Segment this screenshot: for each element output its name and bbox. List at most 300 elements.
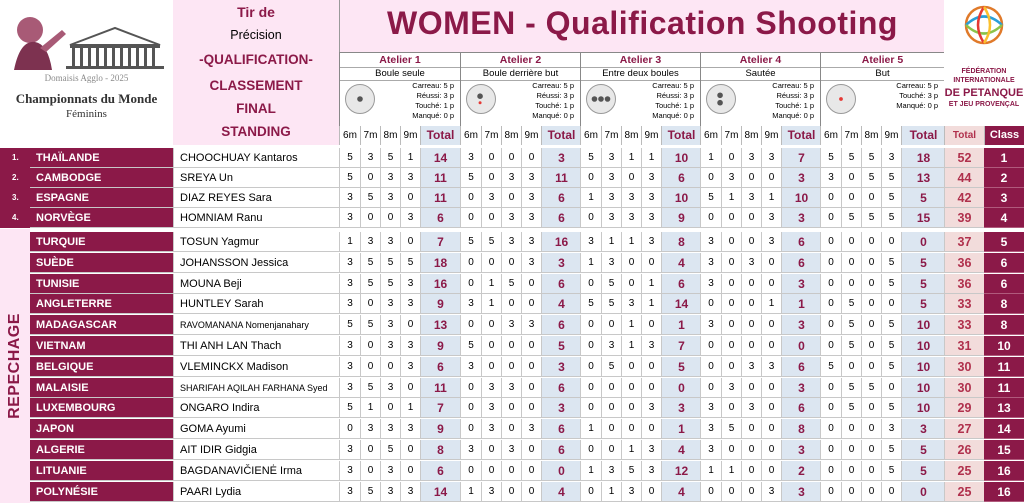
score-cell: 0: [841, 168, 861, 188]
player-name: DIAZ REYES Sara: [173, 188, 339, 208]
player-name: JOHANSSON Jessica: [173, 253, 339, 273]
score-cell: 0: [501, 253, 521, 273]
score-cell: 3: [339, 208, 360, 228]
atelier-total: 6: [541, 315, 581, 335]
column-header-8m: 8m: [741, 126, 761, 145]
atelier-total: 3: [781, 208, 821, 228]
player-name: RAVOMANANA Nomenjanahary: [173, 315, 339, 335]
column-header-7m: 7m: [721, 126, 741, 145]
score-cell: 0: [481, 253, 501, 273]
score-cell: 5: [360, 482, 380, 502]
table-row: [0, 357, 1024, 377]
atelier-total: 11: [541, 168, 581, 188]
table-row: [0, 148, 1024, 168]
score-cell: 3: [380, 378, 400, 398]
grand-total: 33: [944, 294, 984, 314]
score-cell: 0: [741, 378, 761, 398]
score-cell: 1: [580, 188, 601, 208]
score-cell: 3: [380, 482, 400, 502]
class-rank: 8: [984, 294, 1024, 314]
score-cell: 3: [380, 461, 400, 481]
score-cell: 0: [360, 294, 380, 314]
rank-number: 2.: [0, 168, 30, 188]
score-cell: 3: [601, 168, 621, 188]
atelier-total: 10: [901, 336, 945, 356]
score-cell: 3: [339, 294, 360, 314]
score-cell: 3: [339, 253, 360, 273]
score-cell: 0: [601, 419, 621, 439]
score-cell: 0: [721, 208, 741, 228]
scoring-manque: Manqué: 0 p: [652, 111, 694, 120]
event-label-box: [173, 0, 339, 145]
score-cell: 5: [861, 378, 881, 398]
score-cell: 1: [621, 148, 641, 168]
atelier-total: 10: [901, 357, 945, 377]
score-cell: 0: [881, 232, 901, 252]
score-cell: 3: [761, 482, 781, 502]
score-cell: 0: [820, 274, 841, 294]
score-cell: 0: [460, 461, 481, 481]
score-cell: 0: [621, 378, 641, 398]
player-name: HOMNIAM Ranu: [173, 208, 339, 228]
atelier-total: 0: [541, 461, 581, 481]
score-cell: 0: [741, 294, 761, 314]
score-cell: 5: [380, 148, 400, 168]
score-cell: 1: [360, 398, 380, 418]
scoring-carreau: Carreau: 5 p: [532, 81, 574, 90]
score-cell: 3: [400, 336, 420, 356]
player-name: VLEMINCKX Madison: [173, 357, 339, 377]
score-cell: 0: [741, 440, 761, 460]
atelier-total: 3: [661, 398, 701, 418]
atelier-description: Entre deux boules: [581, 67, 700, 81]
score-cell: 3: [400, 482, 420, 502]
score-cell: 0: [601, 315, 621, 335]
score-cell: 3: [339, 461, 360, 481]
atelier-total: 3: [781, 482, 821, 502]
score-cell: 3: [521, 188, 541, 208]
score-cell: 1: [601, 482, 621, 502]
score-cell: 0: [861, 419, 881, 439]
score-cell: 0: [820, 336, 841, 356]
score-cell: 3: [339, 357, 360, 377]
rank-number: 4.: [0, 208, 30, 228]
atelier-total: 9: [661, 208, 701, 228]
championship-logo: [0, 0, 173, 145]
target-diagram-icon: [706, 84, 736, 114]
score-cell: 5: [841, 398, 861, 418]
score-cell: 0: [460, 208, 481, 228]
score-cell: 1: [721, 461, 741, 481]
column-header-9m: 9m: [881, 126, 901, 145]
score-cell: 3: [641, 461, 661, 481]
score-cell: 0: [641, 253, 661, 273]
federation-logo-icon: [944, 0, 1024, 50]
score-cell: 1: [700, 461, 721, 481]
score-cell: 5: [380, 440, 400, 460]
logo-title: Championnats du Monde: [15, 91, 158, 106]
score-cell: 0: [521, 148, 541, 168]
score-cell: 3: [721, 168, 741, 188]
atelier-total: 6: [541, 378, 581, 398]
federation-logo: [944, 0, 1024, 125]
score-cell: 0: [841, 419, 861, 439]
score-cell: 3: [501, 168, 521, 188]
score-cell: 3: [360, 419, 380, 439]
score-cell: 0: [820, 440, 841, 460]
score-cell: 3: [339, 188, 360, 208]
score-cell: 3: [641, 188, 661, 208]
score-cell: 5: [380, 274, 400, 294]
rank-number: 1.: [0, 148, 30, 168]
score-cell: 0: [380, 357, 400, 377]
target-diagram-icon: [345, 84, 375, 114]
country-name: BELGIQUE: [30, 357, 173, 377]
atelier-name: Atelier 1: [340, 53, 460, 68]
score-cell: 0: [721, 357, 741, 377]
score-cell: 3: [621, 208, 641, 228]
table-row: [0, 336, 1024, 356]
target-diagram-icon: [586, 84, 616, 114]
atelier-total: 6: [420, 208, 460, 228]
score-cell: 3: [741, 357, 761, 377]
atelier-total: 6: [781, 253, 821, 273]
score-cell: 5: [841, 148, 861, 168]
target-diagram-icon: [466, 84, 496, 114]
class-rank: 2: [984, 168, 1024, 188]
class-rank: 13: [984, 398, 1024, 418]
atelier-total: 5: [901, 461, 945, 481]
atelier-total: 7: [420, 232, 460, 252]
score-cell: 1: [481, 294, 501, 314]
score-cell: 3: [761, 208, 781, 228]
score-cell: 0: [700, 294, 721, 314]
column-header-6m: 6m: [339, 126, 360, 145]
table-row: [0, 188, 1024, 208]
score-cell: 0: [721, 148, 741, 168]
atelier-total: 11: [420, 168, 460, 188]
country-name: LUXEMBOURG: [30, 398, 173, 418]
class-rank: 10: [984, 336, 1024, 356]
player-name: ONGARO Indira: [173, 398, 339, 418]
column-header-8m: 8m: [380, 126, 400, 145]
atelier-total: 3: [781, 168, 821, 188]
score-cell: 3: [700, 232, 721, 252]
atelier-total: 3: [781, 378, 821, 398]
class-rank: 11: [984, 357, 1024, 377]
scoring-touche: Touché: 1 p: [535, 101, 574, 110]
column-header-7m: 7m: [481, 126, 501, 145]
column-header-6m: 6m: [580, 126, 601, 145]
atelier-total: 11: [420, 188, 460, 208]
score-cell: 3: [339, 378, 360, 398]
player-name: BAGDANAVIČIENĖ Irma: [173, 461, 339, 481]
grand-total: 52: [944, 148, 984, 168]
score-cell: 0: [881, 378, 901, 398]
score-cell: 0: [580, 315, 601, 335]
score-cell: 0: [820, 398, 841, 418]
atelier-total: 3: [781, 440, 821, 460]
score-cell: 0: [861, 294, 881, 314]
country-name: VIETNAM: [30, 336, 173, 356]
country-name: POLYNÉSIE: [30, 482, 173, 502]
score-cell: 0: [460, 315, 481, 335]
atelier-total: 5: [901, 188, 945, 208]
player-name: PAARI Lydia: [173, 482, 339, 502]
atelier-total: 11: [420, 378, 460, 398]
score-cell: 0: [721, 232, 741, 252]
score-cell: 0: [601, 398, 621, 418]
score-cell: 3: [741, 253, 761, 273]
score-cell: 0: [400, 461, 420, 481]
atelier-total: 10: [661, 148, 701, 168]
page-title: WOMEN - Qualification Shooting: [387, 5, 898, 41]
score-cell: 0: [521, 440, 541, 460]
column-header-8m: 8m: [861, 126, 881, 145]
score-cell: 0: [761, 461, 781, 481]
table-row: [0, 232, 1024, 252]
score-cell: 3: [641, 168, 661, 188]
grand-total: 36: [944, 253, 984, 273]
score-cell: 5: [360, 253, 380, 273]
score-cell: 0: [721, 336, 741, 356]
score-cell: 0: [521, 294, 541, 314]
atelier-total: 18: [420, 253, 460, 273]
score-cell: 0: [741, 419, 761, 439]
atelier-total: 0: [901, 232, 945, 252]
score-cell: 0: [741, 482, 761, 502]
score-cell: 0: [481, 336, 501, 356]
score-cell: 3: [521, 315, 541, 335]
score-cell: 5: [601, 274, 621, 294]
score-cell: 3: [481, 419, 501, 439]
atelier-total: 5: [901, 274, 945, 294]
score-cell: 0: [460, 188, 481, 208]
score-cell: 3: [761, 148, 781, 168]
grand-total: 44: [944, 168, 984, 188]
score-cell: 1: [621, 440, 641, 460]
score-cell: 0: [501, 482, 521, 502]
score-cell: 0: [700, 482, 721, 502]
score-cell: 0: [521, 336, 541, 356]
score-cell: 0: [460, 378, 481, 398]
score-cell: 1: [580, 253, 601, 273]
score-cell: 3: [380, 168, 400, 188]
score-cell: 0: [621, 274, 641, 294]
country-name: MADAGASCAR: [30, 315, 173, 335]
score-cell: 0: [721, 398, 741, 418]
column-header-6m: 6m: [820, 126, 841, 145]
score-cell: 5: [841, 315, 861, 335]
player-name: GOMA Ayumi: [173, 419, 339, 439]
score-cell: 0: [861, 315, 881, 335]
score-cell: 1: [621, 315, 641, 335]
event-label-line6: STANDING: [221, 124, 291, 139]
atelier-total: 14: [661, 294, 701, 314]
column-header-9m: 9m: [761, 126, 781, 145]
score-cell: 5: [861, 168, 881, 188]
score-cell: 0: [380, 398, 400, 418]
score-cell: 0: [481, 440, 501, 460]
grand-total: 42: [944, 188, 984, 208]
score-cell: 3: [700, 440, 721, 460]
score-cell: 3: [501, 378, 521, 398]
score-cell: 5: [820, 357, 841, 377]
country-name: ESPAGNE: [30, 188, 173, 208]
atelier-total: 5: [541, 336, 581, 356]
score-cell: 0: [820, 419, 841, 439]
atelier-total: 7: [420, 398, 460, 418]
column-header-7m: 7m: [841, 126, 861, 145]
grand-total: 30: [944, 378, 984, 398]
atelier-total: 6: [420, 461, 460, 481]
atelier-description: Boule derrière but: [461, 67, 580, 81]
atelier-description: Sautée: [701, 67, 820, 81]
column-header-6m: 6m: [460, 126, 481, 145]
score-cell: 5: [501, 274, 521, 294]
score-cell: 0: [580, 482, 601, 502]
atelier-total: 3: [781, 274, 821, 294]
scoring-reussi: Réussi: 3 p: [776, 91, 814, 100]
score-cell: 1: [761, 294, 781, 314]
score-cell: 3: [460, 357, 481, 377]
scoring-carreau: Carreau: 5 p: [412, 81, 454, 90]
atelier-total: 6: [661, 168, 701, 188]
score-cell: 0: [761, 168, 781, 188]
score-cell: 1: [641, 274, 661, 294]
score-cell: 0: [481, 461, 501, 481]
table-row: [0, 274, 1024, 294]
atelier-total: 0: [781, 336, 821, 356]
score-cell: 0: [841, 274, 861, 294]
score-cell: 0: [460, 274, 481, 294]
atelier-total: 5: [661, 357, 701, 377]
event-label-line2: Précision: [230, 28, 282, 42]
player-name: SHARIFAH AQILAH FARHANA Syed: [173, 378, 339, 398]
atelier-total: 6: [781, 398, 821, 418]
atelier-total: 3: [901, 419, 945, 439]
grand-total: 25: [944, 461, 984, 481]
score-cell: 0: [761, 419, 781, 439]
score-cell: 3: [621, 294, 641, 314]
score-cell: 3: [741, 398, 761, 418]
score-cell: 1: [700, 148, 721, 168]
atelier-total: 2: [781, 461, 821, 481]
rank-number: 3.: [0, 188, 30, 208]
score-cell: 5: [339, 398, 360, 418]
atelier-total: 3: [541, 398, 581, 418]
score-cell: 3: [521, 419, 541, 439]
score-cell: 0: [700, 378, 721, 398]
score-cell: 3: [481, 482, 501, 502]
score-cell: 3: [761, 232, 781, 252]
score-cell: 0: [861, 274, 881, 294]
score-cell: 0: [621, 357, 641, 377]
federation-line1: FÉDÉRATION: [961, 68, 1007, 75]
score-cell: 0: [580, 168, 601, 188]
country-name: NORVÈGE: [30, 208, 173, 228]
table-row: [0, 398, 1024, 418]
atelier-total: 13: [420, 315, 460, 335]
table-row: [0, 482, 1024, 502]
country-name: ALGERIE: [30, 440, 173, 460]
score-cell: 0: [861, 188, 881, 208]
score-cell: 0: [360, 461, 380, 481]
score-cell: 0: [761, 253, 781, 273]
column-header-7m: 7m: [360, 126, 380, 145]
score-cell: 0: [360, 357, 380, 377]
score-cell: 1: [621, 336, 641, 356]
atelier-total: 6: [420, 357, 460, 377]
score-cell: 5: [820, 148, 841, 168]
atelier-total: 1: [661, 315, 701, 335]
score-cell: 0: [700, 357, 721, 377]
score-cell: 0: [820, 461, 841, 481]
score-cell: 0: [761, 440, 781, 460]
score-cell: 3: [641, 398, 661, 418]
player-name: AIT IDIR Gidgia: [173, 440, 339, 460]
atelier-total: 10: [901, 398, 945, 418]
scoring-legend: [532, 81, 574, 121]
score-cell: 5: [580, 148, 601, 168]
score-cell: 0: [861, 440, 881, 460]
scoring-reussi: Réussi: 3 p: [656, 91, 694, 100]
grand-total: 26: [944, 440, 984, 460]
score-cell: 0: [820, 253, 841, 273]
event-label-line4: CLASSEMENT: [209, 78, 303, 93]
class-rank: 5: [984, 232, 1024, 252]
score-cell: 0: [380, 208, 400, 228]
score-cell: 3: [641, 440, 661, 460]
player-name: SREYA Un: [173, 168, 339, 188]
atelier-total: 6: [661, 274, 701, 294]
score-cell: 3: [741, 188, 761, 208]
score-cell: 3: [360, 148, 380, 168]
score-cell: 5: [881, 253, 901, 273]
atelier-total: 3: [781, 315, 821, 335]
score-cell: 0: [481, 168, 501, 188]
score-cell: 3: [601, 148, 621, 168]
score-cell: 0: [761, 315, 781, 335]
score-cell: 5: [841, 208, 861, 228]
score-cell: 0: [621, 168, 641, 188]
score-cell: 5: [601, 294, 621, 314]
score-cell: 0: [841, 357, 861, 377]
column-header-9m: 9m: [641, 126, 661, 145]
grand-total: 30: [944, 357, 984, 377]
score-cell: 0: [741, 461, 761, 481]
score-cell: 0: [721, 294, 741, 314]
scoring-reussi: Réussi: 3 p: [536, 91, 574, 100]
score-cell: 3: [339, 482, 360, 502]
score-cell: 5: [621, 461, 641, 481]
scoring-touche: Touché: 1 p: [655, 101, 694, 110]
table-row: [0, 461, 1024, 481]
atelier-total: 5: [901, 253, 945, 273]
score-cell: 3: [460, 148, 481, 168]
score-cell: 1: [580, 461, 601, 481]
score-cell: 3: [400, 294, 420, 314]
score-cell: 3: [601, 253, 621, 273]
player-name: HUNTLEY Sarah: [173, 294, 339, 314]
column-header-6m: 6m: [700, 126, 721, 145]
score-cell: 5: [881, 357, 901, 377]
score-cell: 5: [881, 440, 901, 460]
table-row: [0, 168, 1024, 188]
score-cell: 3: [400, 168, 420, 188]
score-cell: 0: [741, 232, 761, 252]
score-cell: 0: [861, 357, 881, 377]
